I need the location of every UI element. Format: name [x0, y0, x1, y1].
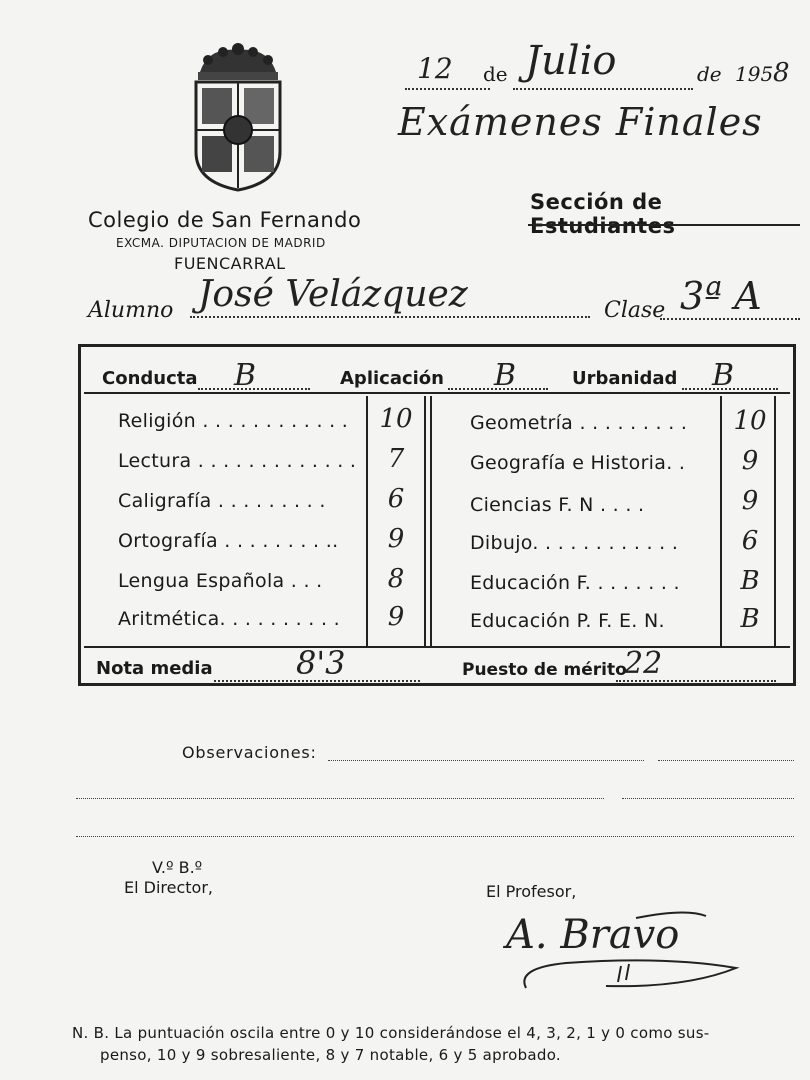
box-divider-top: [84, 392, 790, 394]
subject-name: Educación P. F. E. N.: [470, 610, 665, 632]
date-day: 12: [417, 52, 453, 85]
grid-line: [366, 396, 368, 646]
date-de-label-2: de: [697, 62, 722, 86]
grid-line: [430, 396, 432, 646]
puesto-line: [616, 680, 776, 682]
subject-grade: 9: [387, 524, 405, 554]
urbanidad-line: [682, 388, 778, 390]
nota-media-line: [214, 680, 420, 682]
subject-grade: B: [740, 566, 760, 596]
observaciones-line: [658, 760, 794, 761]
clase-value: 3ª A: [680, 274, 762, 318]
observaciones-line: [76, 836, 794, 837]
subject-name: Geometría . . . . . . . . .: [470, 412, 688, 434]
subject-name: Religión . . . . . . . . . . . .: [118, 410, 349, 432]
puesto-value: 22: [624, 646, 663, 681]
subject-name: Caligrafía . . . . . . . . .: [118, 490, 326, 512]
aplicacion-value: B: [494, 358, 517, 393]
grid-line: [720, 396, 722, 646]
profesor-label: El Profesor,: [486, 882, 577, 901]
alumno-label: Alumno: [88, 298, 174, 323]
grading-note-line: penso, 10 y 9 sobresaliente, 8 y 7 notable, 6 y 5 aprobado.: [100, 1046, 561, 1064]
alumno-dotted-line: [190, 316, 590, 318]
observaciones-label: Observaciones:: [182, 743, 317, 762]
date-month-line: [513, 88, 693, 90]
subject-grade: 7: [387, 444, 405, 474]
subject-name: Lectura . . . . . . . . . . . . .: [118, 450, 357, 472]
subject-grade: 6: [387, 484, 405, 514]
subject-grade: 8: [387, 564, 405, 594]
subject-name: Geografía e Historia. .: [470, 452, 686, 474]
date-month: Julio: [525, 38, 617, 84]
subject-grade: 9: [741, 486, 759, 516]
aplicacion-label: Aplicación: [340, 368, 444, 389]
director-label: El Director,: [124, 878, 213, 897]
subject-grade: 10: [733, 406, 767, 436]
observaciones-line: [328, 760, 644, 761]
observaciones-line: [622, 798, 794, 799]
date-row: [405, 38, 795, 92]
urbanidad-label: Urbanidad: [572, 368, 678, 389]
clase-dotted-line: [660, 318, 800, 320]
observaciones-line: [76, 798, 604, 799]
conducta-value: B: [234, 358, 257, 393]
puesto-label: Puesto de mérito: [462, 660, 627, 680]
grading-note: [72, 1022, 802, 1066]
conducta-label: Conducta: [102, 368, 198, 389]
subject-name: Ortografía . . . . . . . . ..: [118, 530, 339, 552]
subjects-grid: [84, 396, 790, 646]
school-town: FUENCARRAL: [174, 254, 286, 273]
nota-media-value: 8'3: [296, 644, 346, 682]
clase-label: Clase: [604, 298, 666, 323]
alumno-value: José Velázquez: [198, 274, 468, 315]
urbanidad-value: B: [712, 358, 735, 393]
conduct-row: [102, 358, 782, 396]
box-divider-bottom: [84, 646, 790, 648]
section-underline: [528, 224, 800, 226]
aplicacion-line: [448, 388, 548, 390]
conducta-line: [198, 388, 310, 390]
date-year-digit: 8: [773, 58, 790, 88]
section-title: Sección de Estudiantes: [530, 190, 676, 238]
date-year-prefix: 195: [735, 62, 774, 86]
subject-grade: B: [740, 604, 760, 634]
coat-of-arms-seal: [188, 42, 288, 192]
subject-name: Ciencias F. N . . . .: [470, 494, 645, 516]
subject-name: Educación F. . . . . . . .: [470, 572, 680, 594]
subject-grade: 9: [741, 446, 759, 476]
subject-grade: 10: [379, 404, 413, 434]
visto-bueno-label: V.º B.º: [152, 858, 203, 877]
subject-grade: 9: [387, 602, 405, 632]
exam-title: Exámenes Finales: [398, 100, 763, 144]
subject-name: Dibujo. . . . . . . . . . . .: [470, 532, 679, 554]
date-day-line: [405, 88, 490, 90]
school-name: Colegio de San Fernando: [88, 208, 362, 232]
subject-grade: 6: [741, 526, 759, 556]
grading-note-line: N. B. La puntuación oscila entre 0 y 10 considerándose el 4, 3, 2, 1 y 0 como sus-: [72, 1024, 710, 1042]
profesor-signature: [486, 898, 766, 1008]
date-de-label: de: [483, 62, 508, 86]
profesor-signature-text: A. Bravo: [506, 912, 680, 958]
results-row: [96, 644, 786, 686]
subject-name: Lengua Española . . .: [118, 570, 323, 592]
school-subtitle: EXCMA. DIPUTACION DE MADRID: [116, 236, 326, 250]
grid-line: [424, 396, 426, 646]
subject-name: Aritmética. . . . . . . . . .: [118, 608, 341, 630]
nota-media-label: Nota media: [96, 658, 213, 679]
